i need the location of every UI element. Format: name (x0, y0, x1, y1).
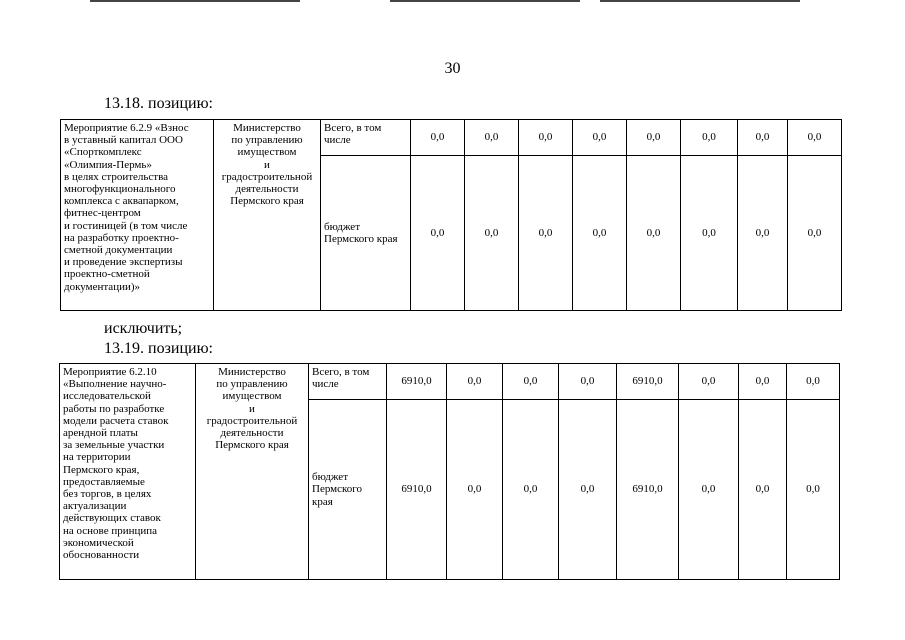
table-position-13-18 (60, 119, 842, 311)
value-cell: 0,0 (681, 156, 738, 311)
source-label-cell: Всего, в том числе (309, 364, 387, 400)
executor-cell: Министерство по управлению имуществом и градостроительной деятельности Пермского края (214, 120, 321, 311)
value-cell: 6910,0 (387, 364, 447, 400)
value-cell: 0,0 (559, 400, 617, 580)
page-number: 30 (444, 60, 461, 77)
source-label-cell: бюджет Пермского края (321, 156, 411, 311)
source-label-cell: бюджет Пермского края (309, 400, 387, 580)
value-cell: 0,0 (559, 364, 617, 400)
value-cell: 0,0 (739, 400, 787, 580)
value-cell: 0,0 (739, 364, 787, 400)
scan-edge-line (90, 0, 300, 2)
value-cell: 0,0 (679, 400, 739, 580)
value-cell: 0,0 (788, 156, 842, 311)
value-cell: 0,0 (447, 400, 503, 580)
measure-cell: Мероприятие 6.2.9 «Взнос в уставный капитал ООО «Спорткомплекс «Олимпия-Пермь» в целях строительства многофункционального комплекса с аквапарком, фитнес-центром и гостиницей (в том числе на разработку проектно- сметной документации и проведение экспертизы проектно-сметной документации)» (61, 120, 214, 311)
value-cell: 0,0 (787, 400, 840, 580)
value-cell: 0,0 (503, 364, 559, 400)
table-position-13-19 (59, 363, 840, 580)
value-cell: 0,0 (411, 156, 465, 311)
source-label-cell: Всего, в том числе (321, 120, 411, 156)
value-cell: 0,0 (627, 156, 681, 311)
value-cell: 0,0 (465, 120, 519, 156)
executor-cell: Министерство по управлению имуществом и градостроительной деятельности Пермского края (196, 364, 309, 580)
value-cell: 0,0 (787, 364, 840, 400)
value-cell: 0,0 (627, 120, 681, 156)
measure-cell: Мероприятие 6.2.10 «Выполнение научно- исследовательской работы по разработке модели расчета ставок арендной платы за земельные участки на территории Пермского края, предоставляемые без торгов, в целях актуализации действующих ставок на основе принципа экономической обоснованности (60, 364, 196, 580)
scan-edge-line (600, 0, 800, 2)
value-cell: 0,0 (573, 120, 627, 156)
exclude-text: исключить; (104, 320, 183, 337)
value-cell: 0,0 (519, 120, 573, 156)
value-cell: 6910,0 (387, 400, 447, 580)
value-cell: 0,0 (738, 156, 788, 311)
value-cell: 6910,0 (617, 364, 679, 400)
value-cell: 0,0 (788, 120, 842, 156)
value-cell: 0,0 (447, 364, 503, 400)
value-cell: 0,0 (503, 400, 559, 580)
value-cell: 0,0 (465, 156, 519, 311)
value-cell: 0,0 (411, 120, 465, 156)
value-cell: 0,0 (738, 120, 788, 156)
section-heading-13-19: 13.19. позицию: (104, 340, 213, 357)
value-cell: 6910,0 (617, 400, 679, 580)
value-cell: 0,0 (679, 364, 739, 400)
value-cell: 0,0 (681, 120, 738, 156)
value-cell: 0,0 (573, 156, 627, 311)
scan-edge-line (390, 0, 580, 2)
section-heading-13-18: 13.18. позицию: (104, 95, 213, 112)
value-cell: 0,0 (519, 156, 573, 311)
